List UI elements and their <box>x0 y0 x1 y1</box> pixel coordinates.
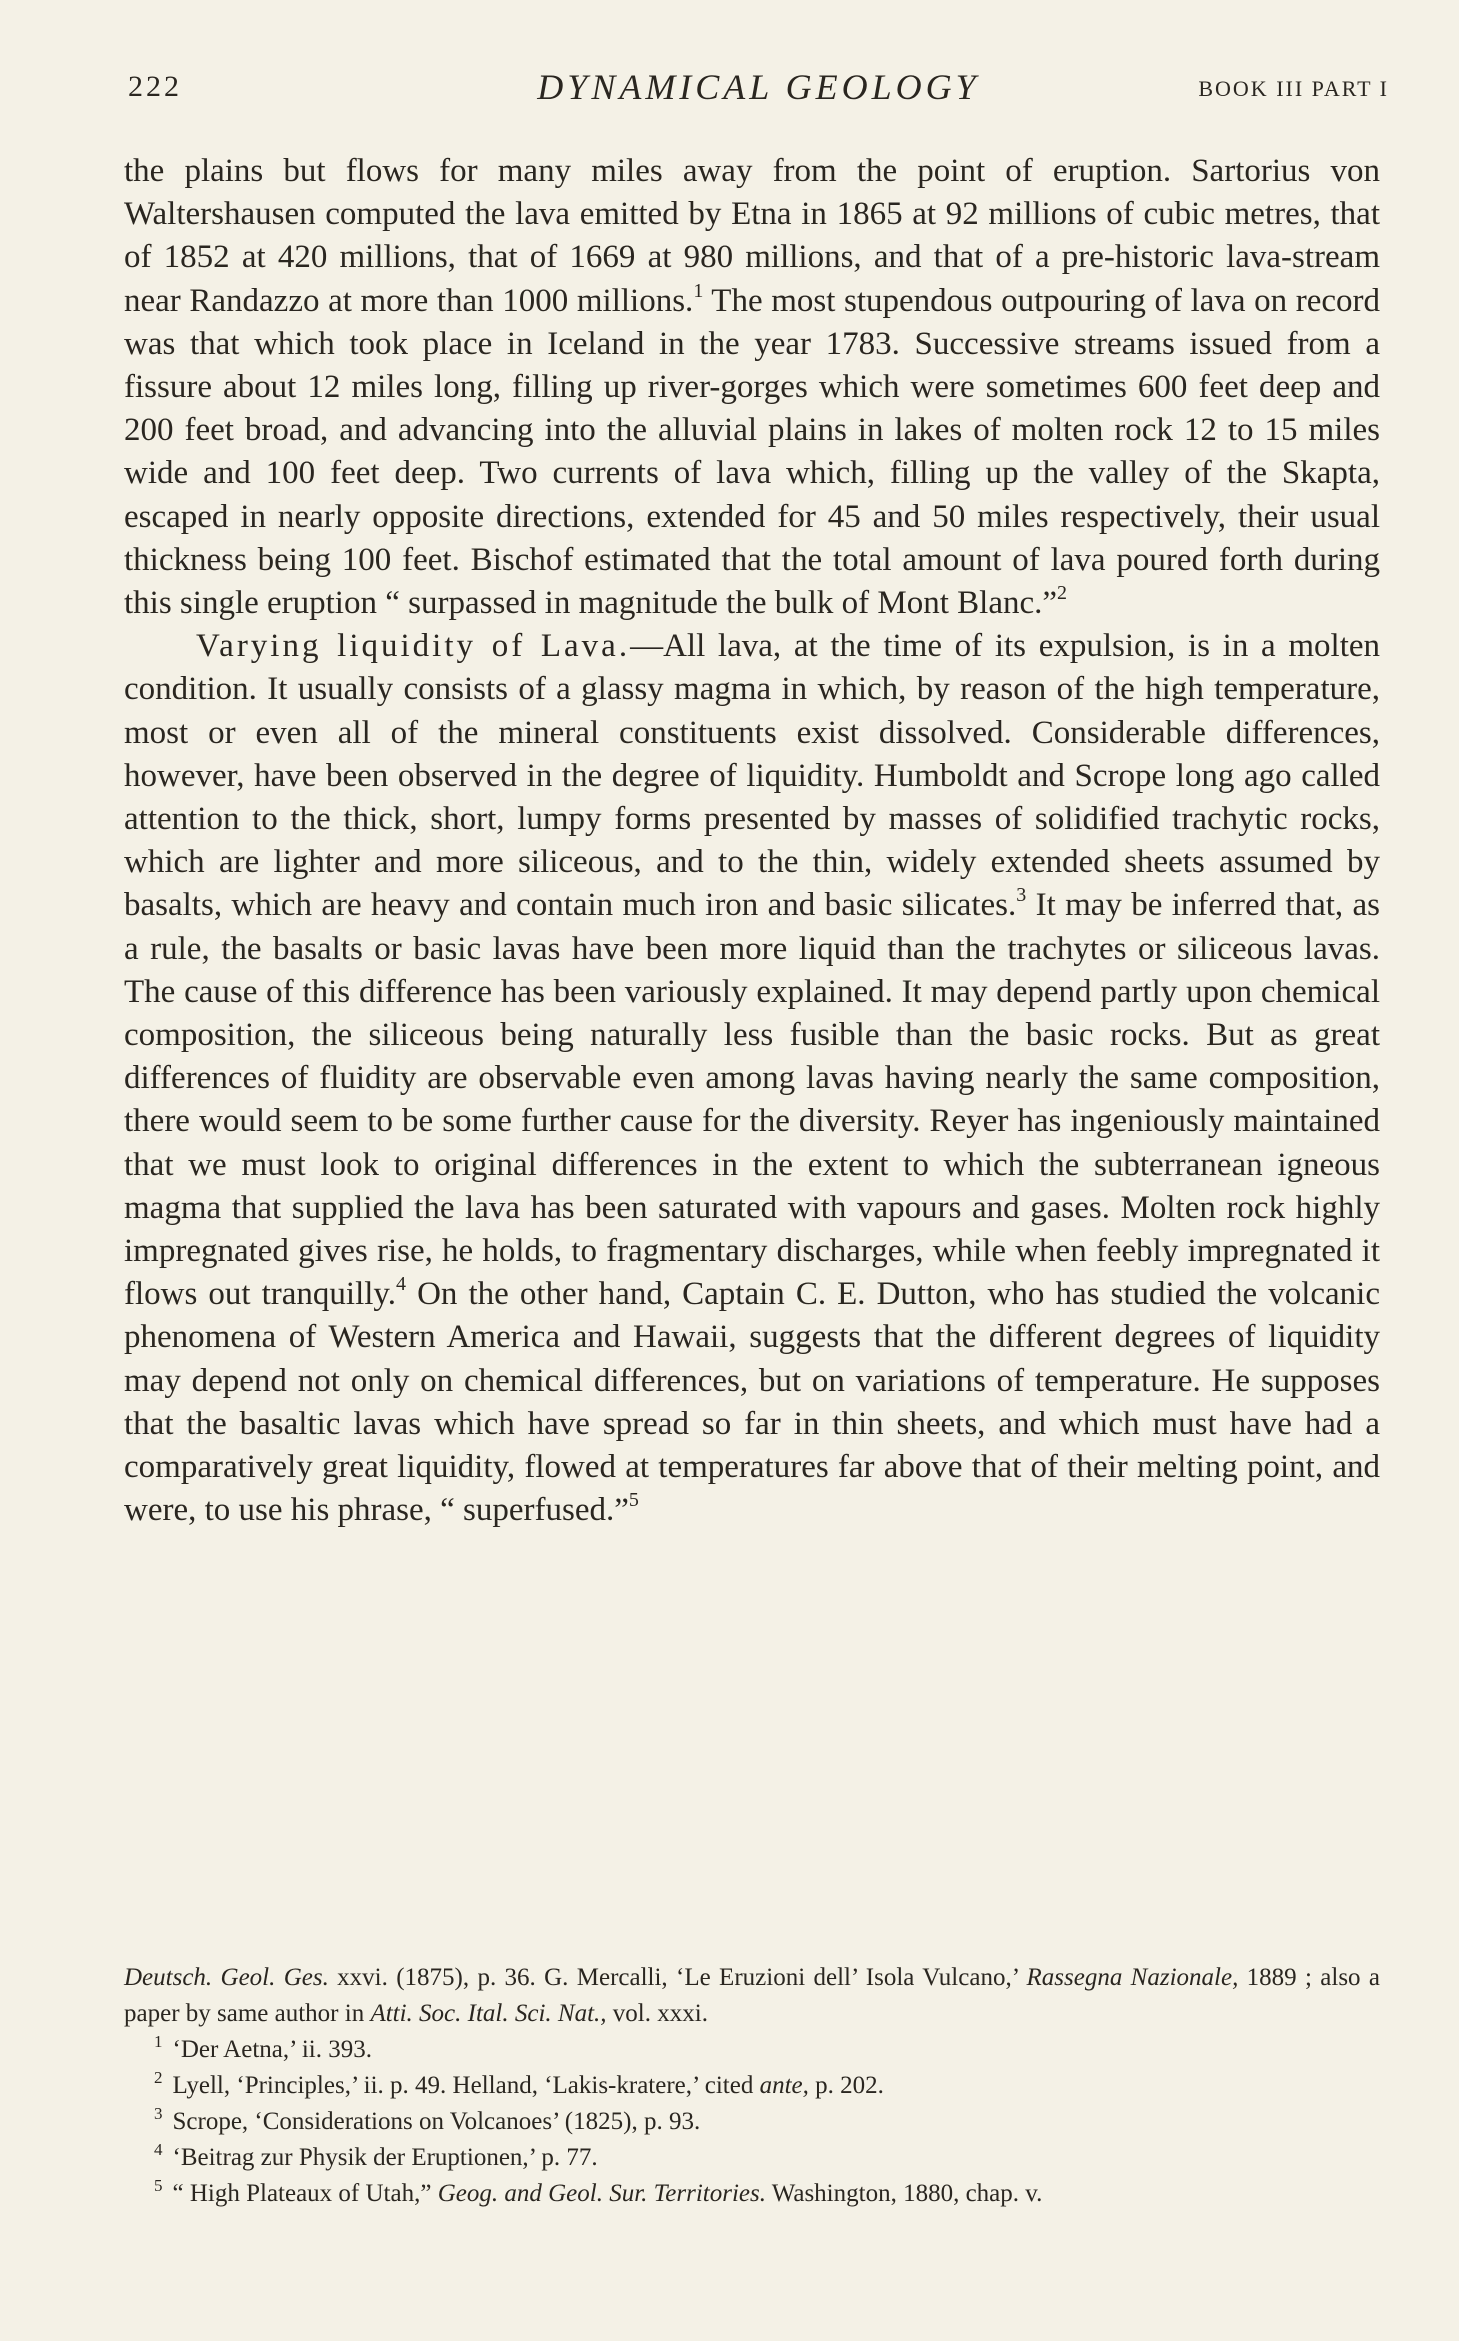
text-run: the plains but flows for many miles away from the point of eruption. Sartorius von Waltershausen computed the lava emitted by Etna in 1865 at 92 millions of cubic metres, that of 1852 at 420 millions, that of 1669 at 980 millions, and that of a pre-historic lava-stream near Randazzo at more than 1000 millions. <box>124 153 1380 319</box>
paragraph-lava-liquidity <box>124 625 1380 1532</box>
footnote-text: Washington, 1880, chap. v. <box>765 2180 1043 2207</box>
footnote-number: 5 <box>154 2176 163 2195</box>
text-run: xxvi. (1875), p. 36. G. Mercalli, ‘Le Eruzioni dell’ Isola Vulcano,’ <box>328 1964 1027 1991</box>
footnote-text: ‘Der Aetna,’ ii. 393. <box>172 2036 372 2063</box>
book-part-label: BOOK III PART I <box>1198 76 1389 101</box>
footnote-ref-1: 1 <box>693 279 704 302</box>
footnote-ref-5: 5 <box>628 1489 639 1512</box>
text-run: vol. xxxi. <box>606 2000 708 2027</box>
text-run: On the other hand, Captain C. E. Dutton, who has studied the volcanic phenomena of Western America and Hawaii, suggests that the different degrees of liquidity may depend not only on chemical differences, but on variations of temperature. He supposes that the basaltic lavas which have spread so far in thin sheets, and which must have had a comparatively great liquidity, flowed at temperatures far above that of their melting point, and were, to use his phrase, “ superfused.” <box>124 1276 1380 1529</box>
text-run: It may be inferred that, as a rule, the basalts or basic lavas have been more liquid than the trachytes or siliceous lavas. The cause of this difference has been variously explained. It may depend partly upon chemical composition, the siliceous being naturally less fusible than the basic rocks. But as great differences of fluidity are observable even among lavas having nearly the same composition, there would seem to be some further cause for the diversity. Reyer has ingeniously maintained that we must look to original differences in the extent to which the subterranean igneous magma that supplied the lava has been saturated with vapours and gases. Molten rock highly impregnated gives rise, he holds, to fragmentary discharges, while when feebly impregnated it flows out tranquilly. <box>124 887 1380 1313</box>
footnote-text: Geog. and Geol. Sur. Territories. <box>437 2180 766 2207</box>
text-run: —All lava, at the time of its expulsion, is in a molten condition. It usually consists of a glassy magma in which, by reason of the high temperature, most or even all of the mineral constituents exist dissolved. Considerable differences, however, have been observed in the degree of liquidity. Humboldt and Scrope long ago called attention to the thick, short, lumpy forms presented by masses of solidified trachytic rocks, which are lighter and more siliceous, and to the thin, widely extended sheets assumed by basalts, which are heavy and contain much iron and basic silicates. <box>124 628 1381 924</box>
footnote-ref-3: 3 <box>1016 884 1027 907</box>
text-run: Atti. Soc. Ital. Sci. Nat., <box>370 2000 607 2027</box>
footnote-number: 1 <box>154 2032 163 2051</box>
running-title: DYNAMICAL GEOLOGY <box>537 67 980 107</box>
text-run: The most stupendous outpouring of lava on record was that which took place in Iceland in the year 1783. Successive streams issued from a fissure about 12 miles long, filling up river-gorges which were sometimes 600 feet deep and 200 feet broad, and advancing into the alluvial plains in lakes of molten rock 12 to 15 miles wide and 100 feet deep. Two currents of lava which, filling up the valley of the Skapta, escaped in nearly opposite directions, extended for 45 and 50 miles respectively, their usual thickness being 100 feet. Bischof estimated that the total amount of lava poured forth during this single eruption “ surpassed in magnitude the bulk of Mont Blanc.” <box>124 282 1380 622</box>
body-text <box>124 150 1380 1533</box>
footnote-number: 2 <box>154 2068 163 2087</box>
footnote-text: ante, <box>759 2072 809 2099</box>
footnote-text: Lyell, ‘Principles,’ ii. p. 49. Helland, ‘Lakis-kratere,’ cited <box>172 2072 760 2099</box>
footnote-2 <box>124 2068 1380 2104</box>
footnote-ref-2: 2 <box>1057 582 1068 605</box>
footnote-text: “ High Plateaux of Utah,” <box>172 2180 438 2207</box>
text-run: 1889 ; also a paper by same author in <box>124 1964 1380 2027</box>
footnote-text: Scrope, ‘Considerations on Volcanoes’ (1825), p. 93. <box>172 2108 701 2135</box>
paragraph-lava-volumes <box>124 150 1380 625</box>
footnotes <box>124 1960 1380 2212</box>
footnote-3 <box>124 2104 1380 2140</box>
footnote-number: 4 <box>154 2140 163 2159</box>
text-run: Deutsch. Geol. Ges. <box>124 1964 329 1991</box>
text-run: Rassegna Nazionale, <box>1026 1964 1239 1991</box>
footnote-text: p. 202. <box>808 2072 884 2099</box>
footnote-5 <box>124 2176 1380 2212</box>
footnote-text: ‘Beitrag zur Physik der Eruptionen,’ p. 77. <box>172 2144 598 2171</box>
running-head <box>128 64 1389 108</box>
footnote-4 <box>124 2140 1380 2176</box>
footnote-number: 3 <box>154 2104 163 2123</box>
page-number: 222 <box>128 70 182 103</box>
footnote-1 <box>124 2032 1380 2068</box>
section-heading: Varying liquidity of Lava. <box>196 628 631 665</box>
footnote-continuation <box>124 1960 1380 2032</box>
footnote-ref-4: 4 <box>396 1273 407 1296</box>
